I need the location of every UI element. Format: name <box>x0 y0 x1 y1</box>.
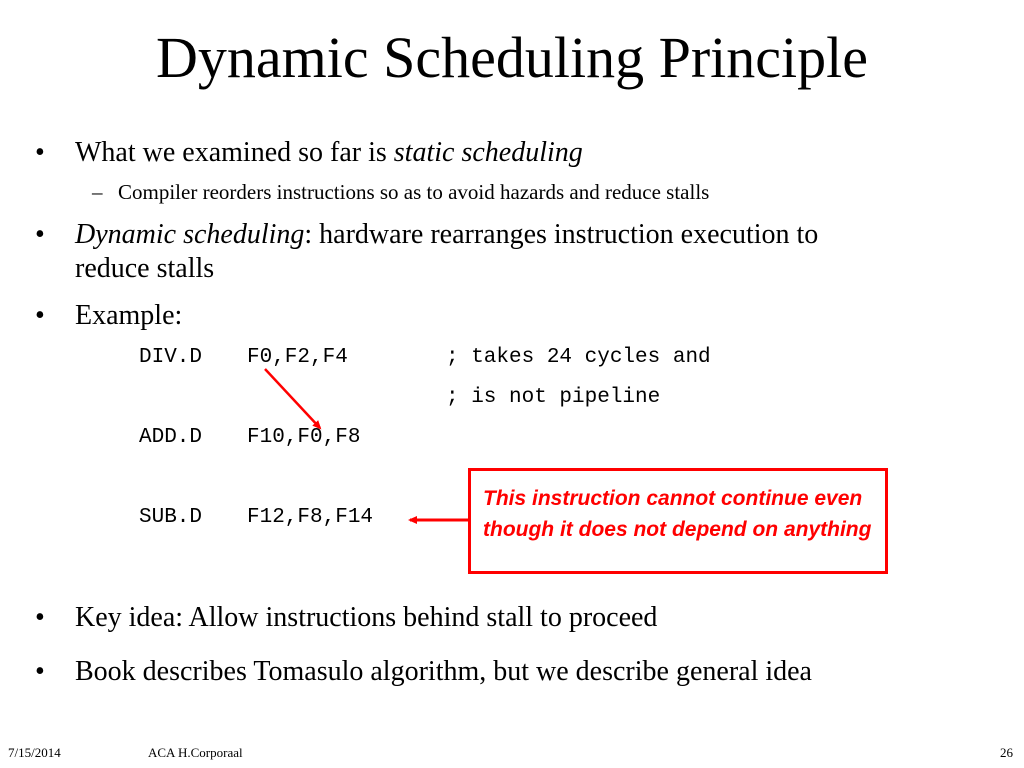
bullet-marker: • <box>35 137 45 168</box>
bullet-emphasis: static scheduling <box>393 137 583 168</box>
footer-date: 7/15/2014 <box>8 745 61 760</box>
bullet-text: Example: <box>75 300 183 331</box>
bullet-dynamic-scheduling-cont: reduce stalls <box>75 253 215 284</box>
bullet-marker: • <box>35 219 45 250</box>
bullet-marker: • <box>35 300 45 331</box>
bullet-key-idea <box>35 601 658 635</box>
bullet-marker: • <box>35 602 45 633</box>
subbullet-text: Compiler reorders instructions so as to avoid hazards and reduce stalls <box>118 180 710 204</box>
code-op-sub: SUB.D <box>139 506 203 529</box>
code-op-div: DIV.D <box>139 346 203 369</box>
bullet-text: : hardware rearranges instruction execution to <box>304 219 819 250</box>
bullet-book <box>35 655 812 689</box>
code-comment-pipeline: ; is not pipeline <box>446 386 661 409</box>
code-comment-div: ; takes 24 cycles and <box>446 346 711 369</box>
bullet-text: What we examined so far is <box>75 137 394 168</box>
bullet-emphasis: Dynamic scheduling <box>75 219 305 250</box>
bullet-text: Book describes Tomasulo algorithm, but we describe general idea <box>75 656 812 687</box>
code-args-div: F0,F2,F4 <box>247 346 348 369</box>
bullet-marker: • <box>35 656 45 687</box>
bullet-text: Key idea: Allow instructions behind stall to proceed <box>75 602 658 633</box>
code-args-sub: F12,F8,F14 <box>247 506 374 529</box>
footer-author: ACA H.Corporaal <box>148 745 243 760</box>
callout-box: This instruction cannot continue even though it does not depend on anything <box>468 468 888 574</box>
code-op-add: ADD.D <box>139 426 203 449</box>
footer-page-number: 26 <box>1000 745 1013 760</box>
dependency-arrow <box>265 369 320 428</box>
dash-marker: – <box>92 180 103 204</box>
slide-title: Dynamic Scheduling Principle <box>156 25 868 90</box>
code-args-add: F10,F0,F8 <box>247 426 361 449</box>
